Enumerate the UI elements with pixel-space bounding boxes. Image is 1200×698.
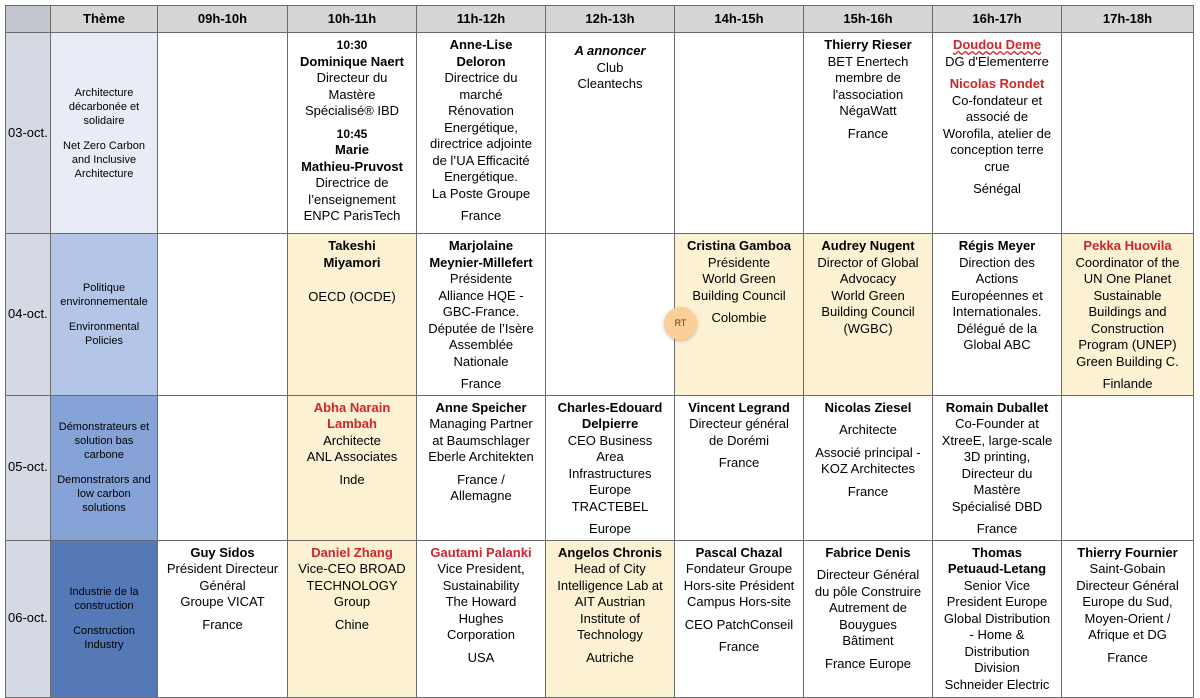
speaker-detail: Présidente [707, 254, 771, 270]
session-cell [675, 540, 804, 697]
speaker-name: Gautami Palanki [430, 544, 532, 560]
speaker-detail: Co-Founder at [955, 416, 1039, 431]
speaker-detail: Président Directeur [166, 561, 279, 576]
speaker-detail: - Home & [969, 627, 1025, 642]
theme-cell [51, 33, 158, 234]
speaker-detail: Directeur Général [1076, 577, 1179, 593]
speaker-detail: Institute of [580, 610, 640, 626]
speaker-country: France [976, 521, 1018, 536]
speaker-name: Thomas [972, 544, 1022, 560]
speaker-name: Deloron [456, 53, 506, 69]
speaker-detail: Corporation [447, 627, 515, 642]
speaker-detail: Area [596, 449, 624, 464]
speaker-name: Delpierre [581, 416, 639, 431]
speaker-detail: Saint-Gobain [1089, 561, 1166, 576]
speaker-detail: Directrice du [444, 70, 518, 85]
speaker-detail: TRACTEBEL [571, 498, 649, 514]
speaker-name: Cristina Gamboa [686, 238, 792, 253]
speaker-detail: Group [333, 594, 371, 609]
speaker-name: Takeshi [328, 238, 376, 253]
speaker-detail: Associé principal - [815, 444, 921, 460]
speaker-detail: Spécialisé DBD [951, 498, 1043, 514]
speaker-country: France [718, 455, 760, 470]
speaker-name: Dominique Naert [299, 53, 404, 69]
speaker-name: Mathieu-Pruvost [301, 158, 403, 174]
session-cell [288, 33, 417, 234]
slot-header: 15h-16h [804, 6, 933, 33]
session-cell [288, 234, 417, 396]
session-cell [546, 540, 675, 697]
theme-french: Démonstrateurs et solution bas carbone [58, 421, 150, 461]
theme-french: Industrie de la construction [69, 586, 139, 612]
header-row [6, 6, 1194, 33]
speaker-detail: Allemagne [450, 488, 512, 503]
speaker-detail: Députée de l’Isère [428, 320, 534, 336]
speaker-detail: CEO PatchConseil [684, 616, 794, 632]
speaker-detail: CEO Business [567, 432, 653, 448]
speaker-detail: membre de [835, 70, 901, 85]
speaker-country: France [460, 208, 502, 223]
schedule-row [6, 395, 1194, 540]
date-cell: 03-oct. [6, 33, 51, 234]
slot-header: 17h-18h [1062, 6, 1194, 33]
speaker-detail: Building Council [692, 287, 786, 303]
speaker-name: Lambah [327, 416, 377, 431]
speaker-detail: Fondateur Groupe [685, 561, 793, 576]
session-time: 10:45 [336, 126, 368, 141]
speaker-name: Abha Narain [313, 399, 391, 415]
speaker-detail: l’enseignement [308, 191, 396, 207]
speaker-detail: Advocacy [839, 271, 897, 286]
speaker-detail: Coordinator of the [1075, 254, 1180, 270]
speaker-detail: Vice-CEO BROAD [298, 561, 406, 576]
speaker-name: Guy Sidos [190, 544, 255, 560]
session-cell [804, 234, 933, 396]
speaker-detail: La Poste Groupe [431, 185, 531, 201]
session-cell [158, 540, 288, 697]
session-cell [933, 395, 1062, 540]
speaker-detail: UN One Planet [1083, 271, 1172, 286]
speaker-name: Régis Meyer [958, 238, 1036, 253]
speaker-detail: Eberle Architekten [428, 449, 534, 464]
speaker-name: Miyamori [323, 254, 381, 270]
speaker-detail: Global ABC [963, 337, 1031, 352]
date-cell: 06-oct. [6, 540, 51, 697]
speaker-country: France [718, 639, 760, 654]
empty-session-cell [158, 234, 288, 396]
speaker-detail: Building Council [821, 304, 915, 319]
theme-english: Environmental Policies [68, 320, 140, 347]
speaker-country: USA [467, 649, 495, 665]
speaker-detail: Infrastructures [568, 465, 652, 481]
speaker-detail: ANL Associates [306, 449, 398, 464]
speaker-detail: marché [459, 86, 503, 102]
speaker-detail: de l’UA Efficacité [432, 152, 530, 168]
speaker-detail: associé de [965, 109, 1029, 124]
speaker-name: Petuaud-Letang [947, 561, 1047, 576]
speaker-detail: World Green [831, 287, 905, 303]
speaker-name: A annoncer [574, 43, 646, 58]
schedule-row [6, 33, 1194, 234]
speaker-detail: 3D printing, [963, 449, 1031, 464]
speaker-name: Daniel Zhang [311, 544, 393, 560]
speaker-name: Anne-Lise [449, 37, 513, 52]
speaker-detail: The Howard [445, 594, 517, 609]
speaker-detail: Vice President, [437, 561, 525, 576]
speaker-detail: Technology [577, 627, 643, 642]
speaker-name: Nicolas Ziesel [824, 399, 912, 415]
speaker-detail: Européennes et [951, 287, 1043, 303]
speaker-detail: Co-fondateur et [951, 92, 1043, 108]
slot-header: 14h-15h [675, 6, 804, 33]
speaker-detail: Groupe VICAT [180, 594, 265, 609]
speaker-country: France Europe [825, 655, 911, 671]
session-cell [804, 540, 933, 697]
speaker-detail: Bouygues [839, 616, 897, 632]
rt-comment-badge[interactable]: RT [664, 307, 697, 340]
speaker-name: Nicolas Rondet [949, 76, 1045, 91]
theme-header: Thème [51, 6, 158, 33]
speaker-detail: Construction [1091, 320, 1164, 336]
speaker-detail: (WGBC) [843, 320, 893, 336]
speaker-detail: Architecte [839, 422, 897, 437]
speaker-detail: Moyen-Orient / [1084, 610, 1171, 626]
session-cell [933, 33, 1062, 234]
speaker-detail: Managing Partner [429, 416, 533, 431]
speaker-detail: Actions [975, 271, 1019, 286]
speaker-detail: Campus Hors-site [686, 594, 792, 609]
speaker-name: Charles-Edouard [557, 399, 663, 415]
speaker-detail: Hughes [458, 610, 504, 626]
speaker-detail: DG d'Elementerre [945, 53, 1049, 69]
session-cell [417, 234, 546, 396]
speaker-country: Sénégal [973, 181, 1021, 196]
speaker-detail: President Europe [946, 594, 1048, 609]
empty-session-cell [158, 395, 288, 540]
speaker-detail: Energétique, [444, 119, 518, 135]
schedule-row [6, 234, 1194, 396]
speaker-name: Marjolaine [448, 238, 514, 253]
session-cell [546, 395, 675, 540]
speaker-name: Anne Speicher [435, 399, 527, 415]
speaker-detail: Présidente [449, 271, 513, 286]
speaker-detail: Général [199, 577, 246, 593]
speaker-detail: directrice adjointe [430, 136, 532, 151]
speaker-detail: Rénovation [448, 103, 514, 118]
speaker-country: Europe [589, 521, 631, 536]
theme-english: Demonstrators and low carbon solutions [57, 474, 151, 514]
speaker-detail: l'association [832, 86, 904, 102]
session-cell [804, 33, 933, 234]
speaker-detail: Sustainable [1093, 287, 1162, 303]
theme-cell [51, 395, 158, 540]
speaker-detail: Internationales. [952, 304, 1042, 319]
session-cell [1062, 234, 1194, 396]
speaker-detail: at Baumschlager [432, 432, 530, 448]
speaker-detail: Schneider Electric [944, 676, 1050, 692]
speaker-name: Romain Duballet [945, 399, 1049, 415]
empty-session-cell [546, 234, 675, 396]
corner-cell [6, 6, 51, 33]
speaker-detail: Mastère [328, 86, 376, 102]
session-cell [804, 395, 933, 540]
theme-french: Politique environnementale [60, 281, 148, 308]
schedule-table [5, 5, 1194, 698]
speaker-country: Inde [339, 471, 365, 487]
speaker-detail: Senior Vice [963, 577, 1031, 593]
session-cell [933, 234, 1062, 396]
speaker-name: Meynier-Millefert [429, 254, 533, 270]
speaker-detail: Head of City [574, 561, 646, 576]
speaker-detail: KOZ Architectes [821, 461, 915, 476]
speaker-detail: Afrique et DG [1088, 627, 1167, 642]
speaker-detail: de Dorémi [709, 432, 769, 448]
schedule-body [6, 33, 1194, 698]
speaker-detail: Program (UNEP) [1078, 337, 1177, 352]
speaker-detail: AIT Austrian [574, 594, 646, 609]
speaker-detail: crue [984, 158, 1010, 174]
speaker-detail: Mastère [973, 482, 1021, 497]
session-cell [933, 540, 1062, 697]
speaker-detail: Worofila, atelier de [942, 125, 1052, 141]
date-cell: 05-oct. [6, 395, 51, 540]
empty-session-cell [1062, 395, 1194, 540]
speaker-detail: Global Distribution [943, 610, 1051, 626]
speaker-country: France [1107, 649, 1148, 665]
speaker-name: Thierry Fournier [1077, 544, 1178, 560]
speaker-name: Fabrice Denis [825, 544, 911, 560]
speaker-detail: Europe du Sud, [1082, 594, 1173, 609]
empty-session-cell [1062, 33, 1194, 234]
speaker-detail: Assemblée [448, 337, 514, 352]
speaker-detail: XtreeE, large-scale [941, 432, 1053, 448]
session-cell [288, 540, 417, 697]
speaker-detail: Spécialisé® IBD [304, 103, 400, 118]
speaker-detail: NégaWatt [839, 103, 897, 118]
session-time: 10:30 [336, 38, 368, 52]
session-cell [546, 33, 675, 234]
speaker-detail: France / [457, 471, 505, 487]
speaker-country: France [202, 616, 243, 632]
speaker-detail: Alliance HQE - [438, 287, 524, 303]
speaker-country: France [460, 376, 502, 391]
speaker-detail: Sustainability [442, 577, 520, 593]
speaker-country: France [847, 125, 889, 141]
speaker-name: Marie [335, 142, 369, 157]
speaker-detail: ENPC ParisTech [303, 208, 401, 223]
speaker-detail: Directeur du [316, 70, 388, 85]
speaker-detail: conception terre [950, 142, 1044, 157]
theme-cell [51, 540, 158, 697]
speaker-detail: Club [596, 59, 624, 75]
speaker-detail: du pôle Construire [814, 583, 922, 599]
speaker-detail: Autrement de [828, 600, 908, 615]
speaker-detail: Direction des [959, 254, 1035, 270]
speaker-detail: Délégué de la [956, 320, 1038, 336]
speaker-name: Vincent Legrand [688, 399, 790, 415]
speaker-detail: Nationale [453, 353, 509, 369]
speaker-detail: Directeur général [689, 416, 789, 431]
speaker-name: Thierry Rieser [824, 37, 912, 52]
speaker-detail: Green Building C. [1076, 353, 1179, 369]
slot-header: 09h-10h [158, 6, 288, 33]
speaker-detail: OECD (OCDE) [308, 289, 396, 304]
speaker-detail: Intelligence Lab at [557, 577, 663, 593]
slot-header: 16h-17h [933, 6, 1062, 33]
slot-header: 12h-13h [546, 6, 675, 33]
theme-french: Architecture décarbonée et solidaire [68, 86, 140, 127]
speaker-country: Autriche [586, 649, 634, 665]
date-cell: 04-oct. [6, 234, 51, 396]
speaker-detail: Architecte [323, 432, 381, 448]
speaker-country: Finlande [1102, 376, 1153, 391]
speaker-detail: BET Enertech [827, 53, 909, 69]
speaker-name: Pascal Chazal [695, 544, 783, 560]
speaker-country: Chine [335, 616, 369, 632]
speaker-detail: Europe [589, 482, 631, 497]
speaker-detail: Director of Global [817, 254, 919, 270]
speaker-name: Angelos Chronis [557, 544, 662, 560]
slot-header: 11h-12h [417, 6, 546, 33]
session-cell [675, 395, 804, 540]
speaker-name: Doudou Deme [952, 37, 1042, 52]
speaker-detail: Directeur du [961, 465, 1033, 481]
speaker-detail: Directrice de [315, 175, 389, 190]
session-cell [417, 540, 546, 697]
speaker-detail: Energétique. [444, 169, 518, 184]
speaker-detail: Hors-site Président [683, 577, 795, 593]
speaker-name: Pekka Huovila [1083, 238, 1172, 253]
session-cell [288, 395, 417, 540]
speaker-detail: Bâtiment [842, 633, 894, 648]
session-cell [1062, 540, 1194, 697]
speaker-detail: World Green [702, 271, 776, 286]
speaker-country: Colombie [711, 310, 767, 325]
session-cell [417, 33, 546, 234]
empty-session-cell [158, 33, 288, 234]
speaker-detail: GBC-France. [442, 304, 520, 319]
theme-english: Net Zero Carbon and Inclusive Architecture [63, 139, 145, 180]
empty-session-cell [675, 33, 804, 234]
theme-english: Construction Industry [73, 625, 135, 651]
speaker-country: France [847, 483, 889, 499]
schedule-row [6, 540, 1194, 697]
theme-cell [51, 234, 158, 396]
speaker-detail: Directeur Général [816, 567, 920, 582]
slot-header: 10h-11h [288, 6, 417, 33]
speaker-detail: TECHNOLOGY [306, 577, 398, 593]
session-cell [417, 395, 546, 540]
speaker-detail: Cleantechs [577, 76, 643, 91]
speaker-name: Audrey Nugent [821, 238, 915, 253]
speaker-detail: Distribution [964, 643, 1030, 659]
speaker-detail: Buildings and [1088, 304, 1167, 319]
speaker-detail: Division [974, 660, 1020, 675]
